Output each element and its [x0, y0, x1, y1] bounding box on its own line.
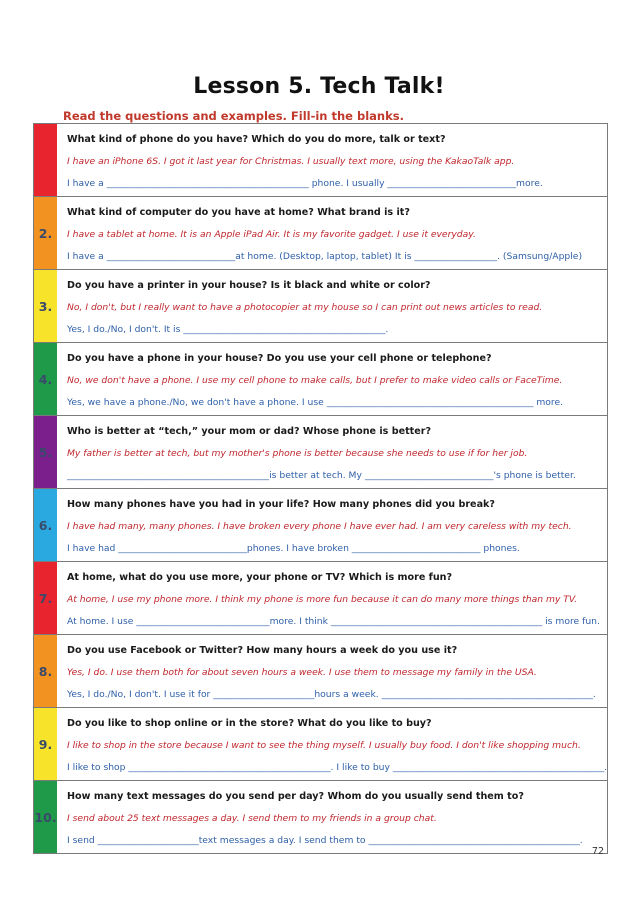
- worksheet-row-5: [34, 416, 607, 489]
- row-content-7: [57, 562, 607, 634]
- worksheet-row-8: [34, 635, 607, 708]
- fill-in-blank-10[interactable]: I send ______________________text messages a day. I send them to ______________________________________________.: [67, 835, 583, 846]
- row-content-8: [57, 635, 607, 707]
- row-number-5: 5.: [34, 416, 57, 488]
- worksheet-row-4: [34, 343, 607, 416]
- question-7: At home, what do you use more, your phone or TV? Which is more fun?: [67, 572, 453, 583]
- question-3: Do you have a printer in your house? Is it black and white or color?: [67, 280, 431, 291]
- row-number-3: 3.: [34, 270, 57, 342]
- page-number: 72: [591, 846, 604, 857]
- fill-in-blank-5[interactable]: ____________________________________________is better at tech. My ____________________________'s phone is better.: [67, 470, 576, 481]
- example-answer-4: No, we don't have a phone. I use my cell phone to make calls, but I prefer to make video calls or FaceTime.: [67, 375, 563, 386]
- row-content-10: [57, 781, 607, 853]
- instructions: Read the questions and examples. Fill-in the blanks.: [63, 109, 404, 123]
- worksheet-row-10: [34, 781, 607, 854]
- row-number-8: 8.: [34, 635, 57, 707]
- worksheet-row-3: [34, 270, 607, 343]
- row-content-6: [57, 489, 607, 561]
- example-answer-7: At home, I use my phone more. I think my phone is more fun because it can do many more things than my TV.: [67, 594, 578, 605]
- worksheet-row-7: [34, 562, 607, 635]
- row-number-7: 7.: [34, 562, 57, 634]
- example-answer-10: I send about 25 text messages a day. I send them to my friends in a group chat.: [67, 813, 437, 824]
- worksheet-row-1: [34, 124, 607, 197]
- fill-in-blank-8[interactable]: Yes, I do./No, I don't. I use it for ______________________hours a week. ______________________________________________.: [67, 689, 596, 700]
- row-content-1: [57, 124, 607, 196]
- row-content-4: [57, 343, 607, 415]
- example-answer-1: I have an iPhone 6S. I got it last year for Christmas. I usually text more, using the KakaoTalk app.: [67, 156, 515, 167]
- example-answer-5: My father is better at tech, but my mother's phone is better because she needs to use if for her job.: [67, 448, 528, 459]
- fill-in-blank-2[interactable]: I have a ____________________________at home. (Desktop, laptop, tablet) It is __________________. (Samsung/Apple): [67, 251, 583, 262]
- question-2: What kind of computer do you have at home? What brand is it?: [67, 207, 410, 218]
- fill-in-blank-6[interactable]: I have had ____________________________phones. I have broken ____________________________ phones.: [67, 543, 520, 554]
- question-9: Do you like to shop online or in the store? What do you like to buy?: [67, 718, 432, 729]
- example-answer-8: Yes, I do. I use them both for about seven hours a week. I use them to message my family in the USA.: [67, 667, 537, 678]
- example-answer-2: I have a tablet at home. It is an Apple iPad Air. It is my favorite gadget. I use it everyday.: [67, 229, 476, 240]
- question-6: How many phones have you had in your life? How many phones did you break?: [67, 499, 495, 510]
- example-answer-3: No, I don't, but I really want to have a photocopier at my house so I can print out news articles to read.: [67, 302, 543, 313]
- example-answer-6: I have had many, many phones. I have broken every phone I have ever had. I am very careless with my tech.: [67, 521, 572, 532]
- fill-in-blank-7[interactable]: At home. I use _____________________________more. I think ______________________________________________ is more fun.: [67, 616, 600, 627]
- question-10: How many text messages do you send per day? Whom do you usually send them to?: [67, 791, 524, 802]
- question-5: Who is better at “tech,” your mom or dad? Whose phone is better?: [67, 426, 432, 437]
- row-number-1: 1.: [34, 124, 57, 196]
- fill-in-blank-3[interactable]: Yes, I do./No, I don't. It is ____________________________________________.: [67, 324, 389, 335]
- row-content-5: [57, 416, 607, 488]
- row-number-10: 10.: [34, 781, 57, 853]
- row-number-9: 9.: [34, 708, 57, 780]
- question-1: What kind of phone do you have? Which do you do more, talk or text?: [67, 134, 446, 145]
- question-8: Do you use Facebook or Twitter? How many hours a week do you use it?: [67, 645, 458, 656]
- row-number-2: 2.: [34, 197, 57, 269]
- worksheet-row-6: [34, 489, 607, 562]
- page-title: Lesson 5. Tech Talk!: [193, 74, 445, 99]
- worksheet-row-9: [34, 708, 607, 781]
- worksheet-table: [33, 123, 608, 854]
- fill-in-blank-9[interactable]: I like to shop ____________________________________________. I like to buy ______________________________________________.: [67, 762, 608, 773]
- row-content-3: [57, 270, 607, 342]
- row-content-9: [57, 708, 607, 780]
- question-4: Do you have a phone in your house? Do you use your cell phone or telephone?: [67, 353, 492, 364]
- fill-in-blank-1[interactable]: I have a ____________________________________________ phone. I usually ____________________________more.: [67, 178, 543, 189]
- worksheet-row-2: [34, 197, 607, 270]
- example-answer-9: I like to shop in the store because I want to see the thing myself. I usually buy food. I don't like shopping much.: [67, 740, 581, 751]
- row-number-4: 4.: [34, 343, 57, 415]
- row-content-2: [57, 197, 607, 269]
- row-number-6: 6.: [34, 489, 57, 561]
- fill-in-blank-4[interactable]: Yes, we have a phone./No, we don't have a phone. I use _____________________________________________ more.: [67, 397, 564, 408]
